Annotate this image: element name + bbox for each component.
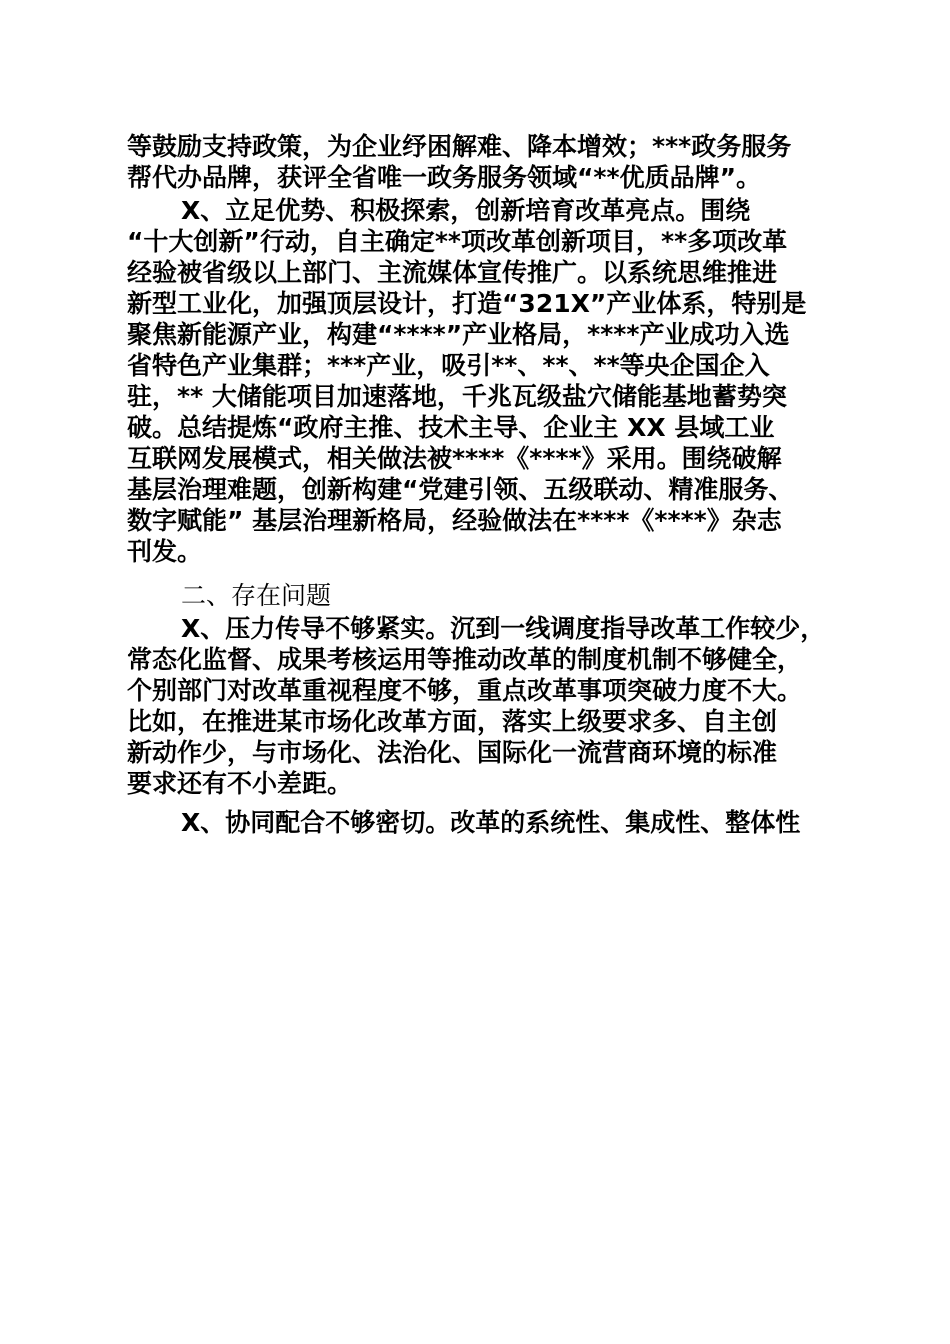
text-line: X、协同配合不够密切。改革的系统性、集成性、整体性 bbox=[181, 808, 801, 837]
paragraph-innovation bbox=[127, 195, 853, 567]
paragraph-continued bbox=[127, 131, 853, 193]
text-line: 帮代办品牌，获评全省唯一政务服务领域“**优质品牌”。 bbox=[127, 163, 762, 192]
text-line: 数字赋能” 基层治理新格局，经验做法在****《****》杂志 bbox=[127, 506, 782, 535]
text-line: 破。总结提炼“政府主推、技术主导、企业主 XX 县域工业 bbox=[127, 413, 775, 442]
paragraph-coordination bbox=[127, 807, 853, 838]
text-line: 比如，在推进某市场化改革方面，落实上级要求多、自主创 bbox=[127, 707, 778, 736]
paragraph-pressure bbox=[127, 613, 853, 799]
text-line: X、压力传导不够紧实。沉到一线调度指导改革工作较少， bbox=[181, 614, 826, 643]
text-line: 聚焦新能源产业，构建“****”产业格局，****产业成功入选 bbox=[127, 320, 790, 349]
text-line: 基层治理难题，创新构建“党建引领、五级联动、精准服务、 bbox=[127, 475, 794, 504]
text-line: 互联网发展模式，相关做法被****《****》采用。围绕破解 bbox=[127, 444, 782, 473]
text-line: “十大创新”行动，自主确定**项改革创新项目，**多项改革 bbox=[127, 227, 788, 256]
text-line: 省特色产业集群；***产业，吸引**、**、**等央企国企入 bbox=[127, 351, 770, 380]
text-line: 要求还有不小差距。 bbox=[127, 769, 353, 798]
text-line: 新动作少，与市场化、法治化、国际化一流营商环境的标准 bbox=[127, 738, 778, 767]
text-line: 个别部门对改革重视程度不够，重点改革事项突破力度不大。 bbox=[127, 676, 803, 705]
text-line: 常态化监督、成果考核运用等推动改革的制度机制不够健全， bbox=[127, 645, 803, 674]
text-line: 刊发。 bbox=[127, 537, 203, 566]
text-line: X、立足优势、积极探索，创新培育改革亮点。围绕 bbox=[181, 196, 751, 225]
text-line: 新型工业化，加强顶层设计，打造“321X”产业体系，特别是 bbox=[127, 289, 807, 318]
section-heading: 二、存在问题 bbox=[181, 581, 332, 610]
section-heading-block bbox=[127, 580, 853, 611]
text-line: 经验被省级以上部门、主流媒体宣传推广。以系统思维推进 bbox=[127, 258, 778, 287]
text-line: 驻，** 大储能项目加速落地，千兆瓦级盐穴储能基地蓄势突 bbox=[127, 382, 787, 411]
text-line: 等鼓励支持政策，为企业纾困解难、降本增效；***政务服务 bbox=[127, 132, 792, 161]
